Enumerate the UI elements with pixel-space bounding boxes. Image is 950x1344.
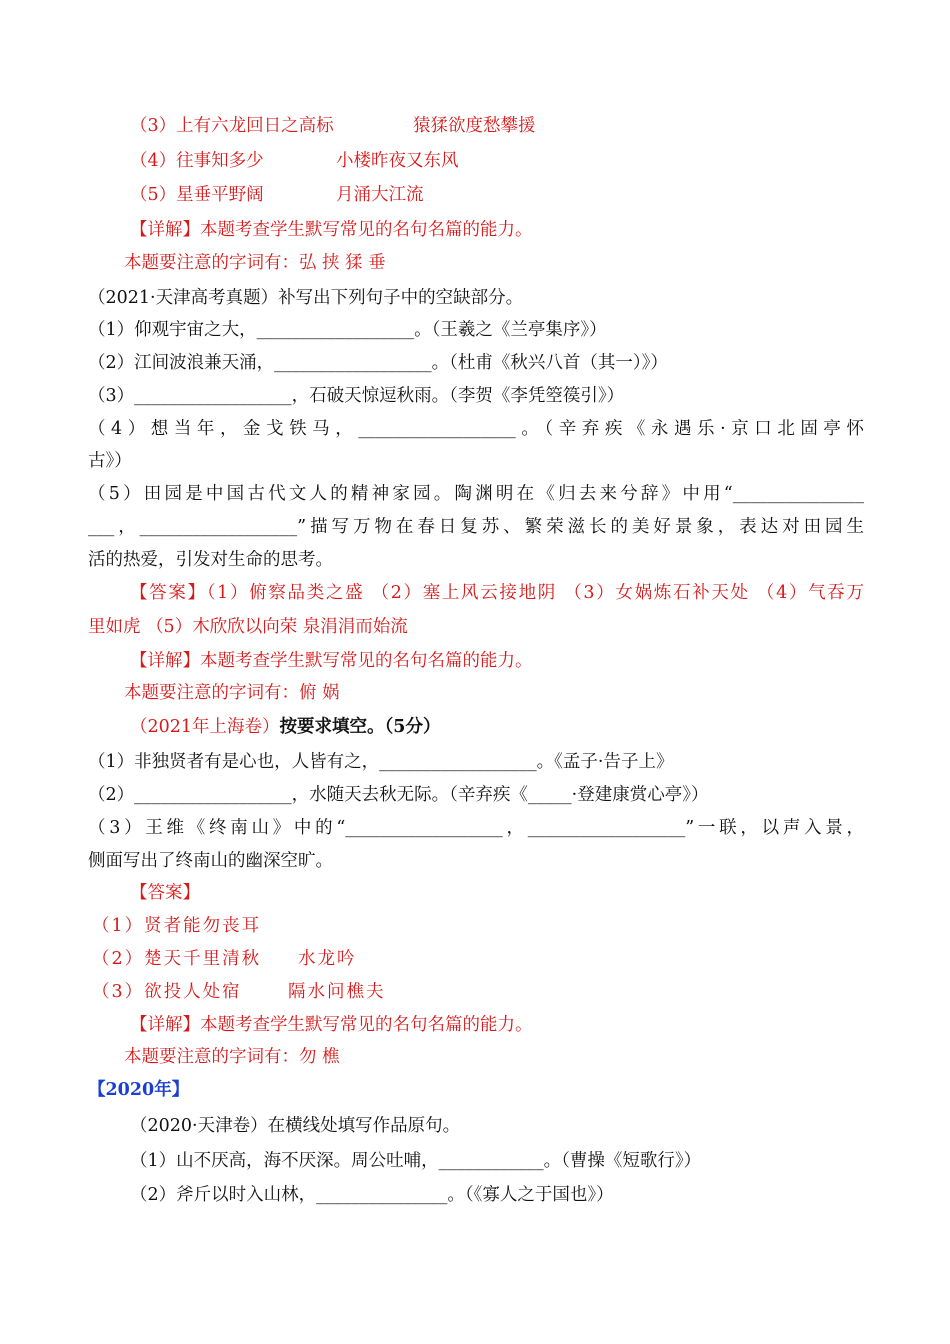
question-title: （2021·天津高考真题）补写出下列句子中的空缺部分。: [88, 288, 524, 308]
answer-text: 【答案】（1）俯察品类之盛 （2）塞上风云接地阴 （3）女娲炼石补天处 （4）气吞万: [130, 583, 864, 603]
question-header: [130, 715, 440, 739]
question-line: （2）江间波浪兼天涌，__________________。（杜甫《秋兴八首（其一）》）: [88, 353, 668, 373]
detail-text: 【详解】本题考查学生默写常见的名句名篇的能力。: [130, 1015, 533, 1035]
answer-line-4: [130, 149, 459, 173]
question-line: （5）田园是中国古代文人的精神家园。陶渊明在《归去来兮辞》中用“_______________: [88, 484, 864, 504]
question-line: （2）斧斤以时入山林，_______________。（《寡人之于国也》）: [130, 1185, 614, 1205]
question-line: 活的热爱，引发对生命的思考。: [88, 550, 333, 570]
answer-line: [92, 914, 261, 938]
question-line: 侧面写出了终南山的幽深空旷。: [88, 851, 333, 871]
answer-part-a: （2）楚天千里清秋: [92, 949, 262, 969]
answer-line-5: [130, 183, 424, 207]
question-line: （2）__________________，水随天去秋无际。（辛弃疾《_____·登建康赏心亭》）: [88, 785, 709, 805]
year-header: 【2020年】: [88, 1080, 190, 1100]
answer-part-b: 月涌大江流: [336, 185, 424, 205]
answer-text: 里如虎 （5）木欣欣以向荣 泉涓涓而始流: [88, 617, 408, 637]
answer-line: [92, 947, 357, 971]
question-title: （2020·天津卷）在横线处填写作品原句。: [130, 1116, 461, 1136]
question-line: （1）仰观宇宙之大，__________________。（王羲之《兰亭集序》）: [88, 320, 607, 340]
answer-part-b: 猿猱欲度愁攀援: [413, 116, 536, 136]
detail-text: 【详解】本题考查学生默写常见的名句名篇的能力。: [130, 220, 533, 240]
detail-text: 【详解】本题考查学生默写常见的名句名篇的能力。: [130, 651, 533, 671]
note-text: 本题要注意的字词有：弘 挟 猱 垂: [124, 253, 386, 273]
answer-part-a: （3）欲投人处宿: [92, 982, 242, 1002]
question-line: 古》）: [88, 451, 132, 471]
note-text: 本题要注意的字词有：勿 樵: [124, 1047, 340, 1067]
answer-part-b: 水龙吟: [298, 949, 357, 969]
question-line: （1）非独贤者有是心也，人皆有之，__________________。《孟子·告子上》: [88, 752, 674, 772]
question-line: （1）山不厌高，海不厌深。周公吐哺，____________。（曹操《短歌行》）: [130, 1151, 702, 1171]
answer-line-3: [130, 114, 536, 138]
answer-part-b: 小楼昨夜又东风: [336, 151, 459, 171]
question-line: （3）__________________，石破天惊逗秋雨。（李贺《李凭箜篌引》）: [88, 386, 625, 406]
question-line: ___，__________________”描写万物在春日复苏、繁荣滋长的美好景象，表达对田园生: [88, 517, 864, 537]
answer-part-a: （5）星垂平野阔: [130, 185, 264, 205]
answer-part-a: （1）贤者能勿丧耳: [92, 916, 262, 936]
question-line: （4）想当年，金戈铁马，__________________。（辛弃疾《永遇乐·京口北固亭怀: [88, 419, 864, 439]
question-title: 按要求填空。（5分）: [279, 717, 441, 737]
note-text: 本题要注意的字词有：俯 娲: [124, 683, 340, 703]
answer-part-a: （4）往事知多少: [130, 151, 264, 171]
answer-label: 【答案】: [130, 883, 200, 903]
answer-part-b: 隔水问樵夫: [288, 982, 386, 1002]
answer-part-a: （3）上有六龙回日之高标: [130, 116, 334, 136]
question-line: （3）王维《终南山》中的“__________________，__________________”一联，以声入景，: [88, 818, 864, 838]
question-source: （2021年上海卷）: [130, 717, 280, 737]
answer-line: [92, 980, 386, 1004]
question-source-title: [88, 286, 523, 310]
